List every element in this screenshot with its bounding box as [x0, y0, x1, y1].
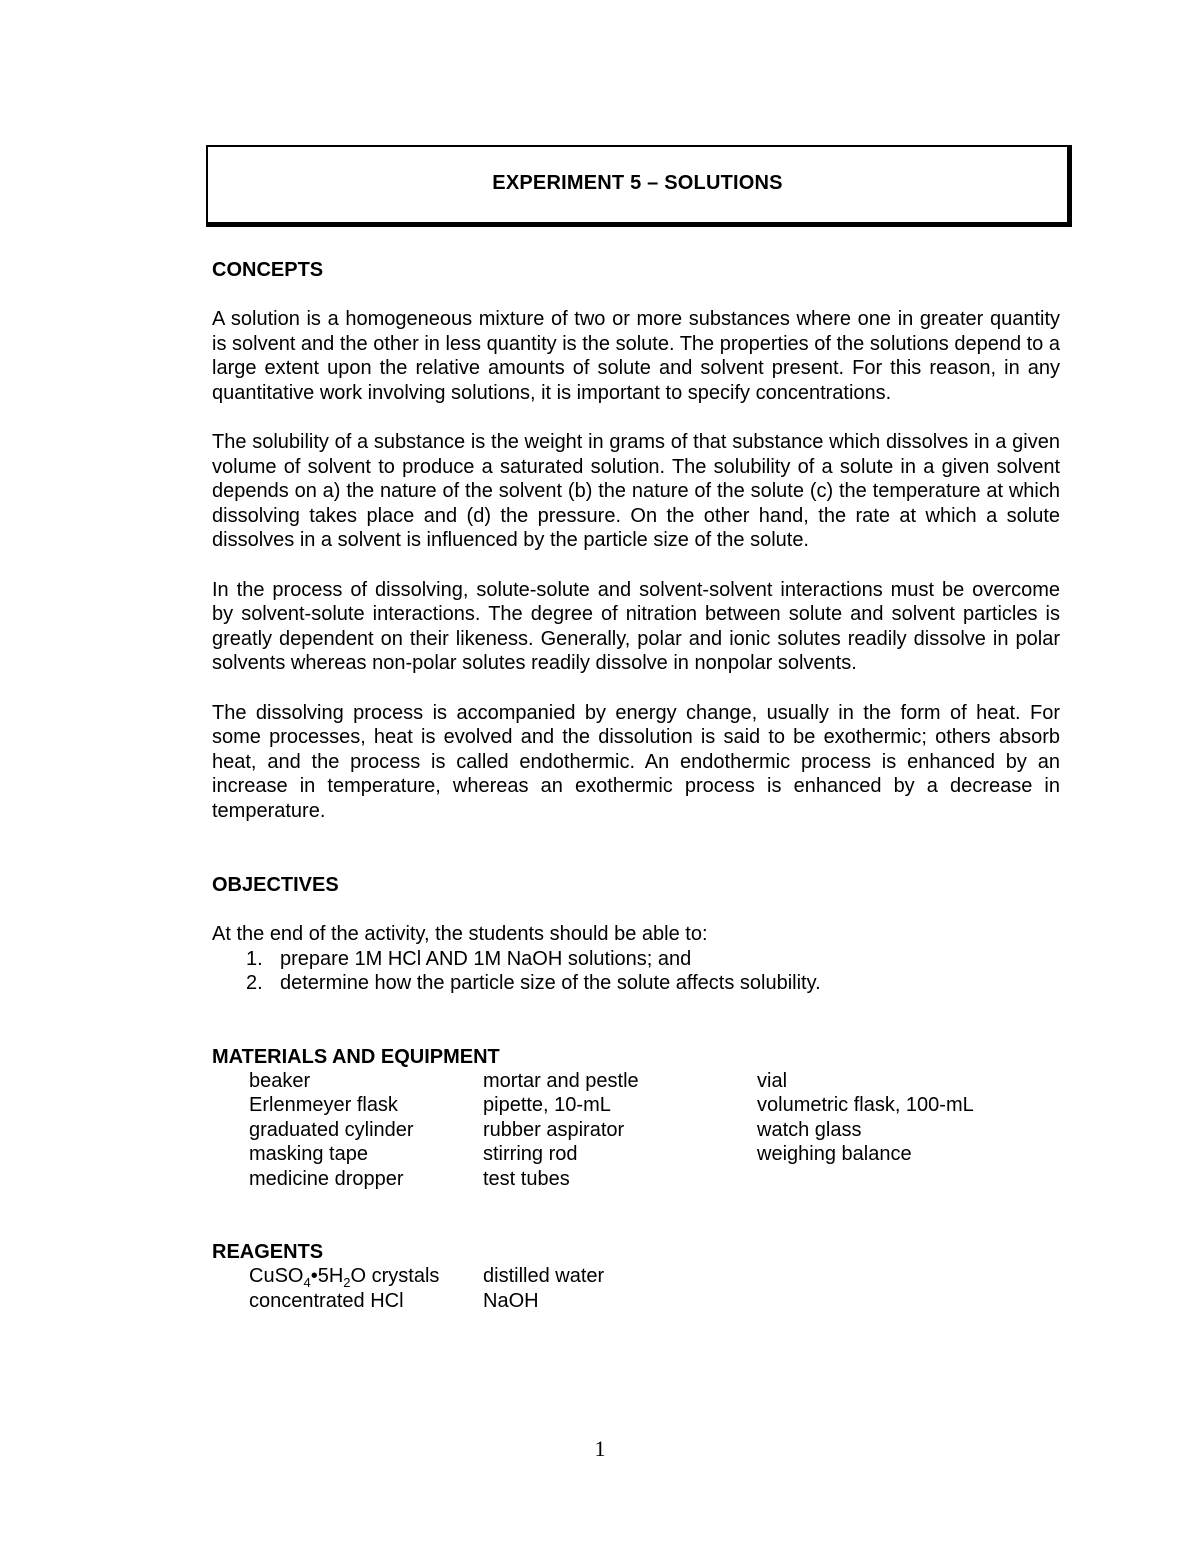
material-item: graduated cylinder [249, 1118, 414, 1141]
concepts-paragraph-1: A solution is a homogeneous mixture of two or more substances where one in greater quantity is solvent and the other in less quantity is the solute. The properties of the solutions depend to a large extent upon the relative amounts of solute and solvent present. For this reason, in any quantitative work involving solutions, it is important to specify concentrations. [212, 308, 1060, 404]
materials-table [212, 1069, 1060, 1192]
material-item: stirring rod [483, 1143, 578, 1165]
material-item: mortar and pestle [483, 1069, 639, 1092]
material-item: volumetric flask, 100-mL [757, 1094, 974, 1116]
material-item: vial [757, 1069, 788, 1092]
list-item [212, 971, 1060, 996]
list-item-number: 2. [246, 972, 263, 994]
list-item-text: determine how the particle size of the solute affects solubility. [280, 972, 821, 994]
material-item: watch glass [757, 1118, 862, 1141]
page-title: EXPERIMENT 5 – SOLUTIONS [492, 172, 783, 194]
list-item-number: 1. [246, 947, 263, 970]
material-item: beaker [249, 1069, 311, 1092]
reagent-item: NaOH [483, 1289, 539, 1312]
reagents-table [212, 1264, 1060, 1313]
concepts-heading: CONCEPTS [212, 259, 324, 281]
material-item: test tubes [483, 1167, 570, 1190]
list-item [212, 947, 1060, 972]
title-box [206, 145, 1072, 227]
list-item-text: prepare 1M HCl AND 1M NaOH solutions; and [280, 947, 692, 970]
material-item: masking tape [249, 1143, 368, 1165]
concepts-paragraph-3: In the process of dissolving, solute-solute and solvent-solvent interactions must be overcome by solvent-solute interactions. The degree of nitration between solute and solvent particles is greatly dependent on their likeness. Generally, polar and ionic solutes readily dissolve in polar solvents whereas non-polar solutes readily dissolve in nonpolar solvents. [212, 578, 1060, 674]
material-item: pipette, 10-mL [483, 1094, 611, 1116]
concepts-paragraph-2: The solubility of a substance is the weight in grams of that substance which dissolves in a given volume of solvent to produce a saturated solution. The solubility of a solute in a given solvent depends on a) the nature of the solvent (b) the nature of the solute (c) the temperature at which dissolving takes place and (d) the pressure. On the other hand, the rate at which a solute dissolves in a solvent is influenced by the particle size of the solute. [212, 431, 1060, 551]
material-item: weighing balance [757, 1143, 912, 1165]
reagent-item: $CuSO_4•5H_2O$ crystals [249, 1265, 440, 1290]
page-number: 1 [594, 1436, 606, 1461]
document-body [212, 257, 1060, 1313]
materials-heading: MATERIALS AND EQUIPMENT [212, 1045, 500, 1068]
material-item [757, 1167, 1057, 1192]
reagent-item: distilled water [483, 1265, 605, 1287]
concepts-paragraph-4: The dissolving process is accompanied by energy change, usually in the form of heat. For some processes, heat is evolved and the dissolution is said to be exothermic; others absorb heat, and the process is called endothermic. An endothermic process is enhanced by an increase in temperature, whereas an exothermic process is enhanced by a decrease in temperature. [212, 701, 1060, 822]
reagent-item: concentrated HCl [249, 1289, 404, 1312]
material-item: rubber aspirator [483, 1118, 625, 1141]
reagents-heading: REAGENTS [212, 1241, 324, 1263]
material-item: Erlenmeyer flask [249, 1094, 398, 1116]
material-item: medicine dropper [249, 1167, 404, 1190]
objectives-heading: OBJECTIVES [212, 874, 339, 896]
objectives-list [212, 947, 1060, 996]
objectives-intro: At the end of the activity, the students should be able to: [212, 923, 708, 945]
